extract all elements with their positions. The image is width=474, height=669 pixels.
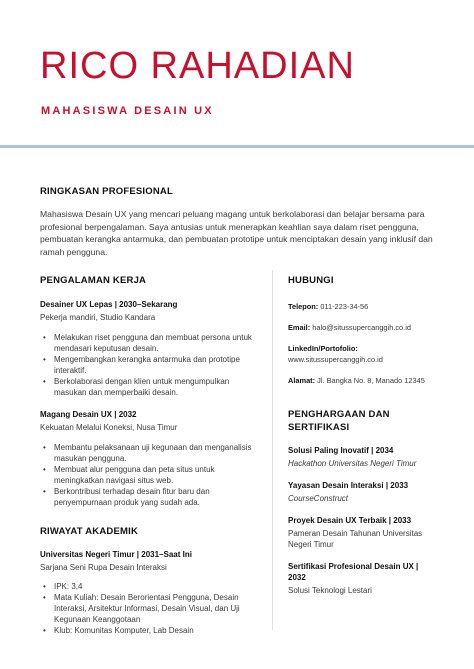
award-title: Solusi Paling Inovatif | 2034 — [288, 446, 394, 455]
job-entry — [40, 300, 262, 398]
contact-email — [288, 322, 438, 333]
job-org: Pekerja mandiri, Studio Kandara — [40, 313, 156, 322]
award-detail: Pameran Desain Tahunan Universitas Negeri Timur — [288, 529, 423, 549]
job-entry — [40, 410, 262, 508]
award-detail: Solusi Teknologi Lestari — [288, 586, 372, 595]
contact-heading: HUBUNGI — [288, 275, 334, 286]
address-label: Alamat: — [288, 376, 316, 385]
list-item: • Mengembangkan kerangka antarmuka dan prototipe interaktif. — [40, 354, 262, 376]
education-entry — [40, 550, 262, 636]
left-column — [40, 275, 262, 636]
award-item — [288, 445, 438, 469]
education-bullets — [40, 581, 262, 636]
site-label: LinkedIn/Portofolio: — [288, 344, 358, 353]
list-item: • Klub: Komunitas Komputer, Lab Desain — [40, 625, 262, 636]
award-title: Sertifikasi Profesional Desain UX | 2032 — [288, 562, 419, 582]
job-title: Desainer UX Lepas | 2030–Sekarang — [40, 300, 178, 309]
contact-address — [288, 375, 438, 386]
award-item — [288, 561, 438, 596]
award-item — [288, 480, 438, 504]
experience-heading: PENGALAMAN KERJA — [40, 275, 147, 286]
job-org: Kekuatan Melalui Koneksi, Nusa Timur — [40, 423, 178, 432]
award-title: Proyek Desain UX Terbaik | 2033 — [288, 516, 412, 525]
phone-label: Telepon: — [288, 302, 319, 311]
list-item: • Membuat alur pengguna dan peta situs untuk meningkatkan navigasi situs web. — [40, 464, 262, 486]
column-divider — [272, 270, 273, 630]
right-column — [288, 275, 438, 596]
award-detail: Hackathon Universitas Negeri Timur — [288, 459, 417, 468]
contact-phone — [288, 301, 438, 312]
list-item: • IPK: 3,4 — [40, 581, 262, 592]
award-item — [288, 515, 438, 550]
phone-value[interactable]: 011-223-34-56 — [320, 302, 369, 311]
awards-heading: PENGHARGAAN DAN SERTIFIKASI — [288, 409, 390, 433]
summary-text: Mahasiswa Desain UX yang mencari peluang magang untuk berkolaborasi dan belajar bersama para profesional berpengalaman. Saya antusias untuk menerapkan keahlian saya dalam riset pengguna, pembuatan kerangka antarmuka, dan pembuatan prototipe untuk menciptakan desain yang inklusif dan ramah pengguna. — [40, 209, 433, 257]
contact-site — [288, 343, 438, 365]
candidate-name: RICO RAHADIAN — [40, 45, 355, 87]
list-item: • Membantu pelaksanaan uji kegunaan dan menganalisis masukan pengguna. — [40, 442, 262, 464]
email-label: Email: — [288, 323, 311, 332]
job-bullets — [40, 442, 262, 508]
list-item: • Berkolaborasi dengan klien untuk mengumpulkan masukan dan memperbaiki desain. — [40, 376, 262, 398]
school-name: Universitas Negeri Timur | 2031–Saat Ini — [40, 550, 192, 559]
list-item: • Mata Kuliah: Desain Berorientasi Pengguna, Desain Interaksi, Arsitektur Informasi, Desain Visual, dan Uji Kegunaan Keanggotaan — [40, 592, 262, 625]
degree-name: Sarjana Seni Rupa Desain Interaksi — [40, 563, 167, 572]
site-value[interactable]: www.situssupercanggih.co.id — [288, 355, 383, 364]
job-title: Magang Desain UX | 2032 — [40, 410, 137, 419]
job-bullets — [40, 332, 262, 398]
list-item: • Berkontribusi terhadap desain fitur baru dan penyempurnaan produk yang sudah ada. — [40, 486, 262, 508]
header-divider — [0, 145, 474, 148]
email-value[interactable]: halo@situssupercanggih.co.id — [312, 323, 411, 332]
list-item: • Melakukan riset pengguna dan membuat persona untuk mendasari keputusan desain. — [40, 332, 262, 354]
candidate-role: MAHASISWA DESAIN UX — [41, 105, 214, 117]
education-heading: RIWAYAT AKADEMIK — [40, 526, 139, 537]
summary-heading: RINGKASAN PROFESIONAL — [40, 186, 173, 197]
award-detail: CourseConstruct — [288, 494, 349, 503]
address-value: Jl. Bangka No. 8, Manado 12345 — [317, 376, 425, 385]
award-title: Yayasan Desain Interaksi | 2033 — [288, 481, 409, 490]
